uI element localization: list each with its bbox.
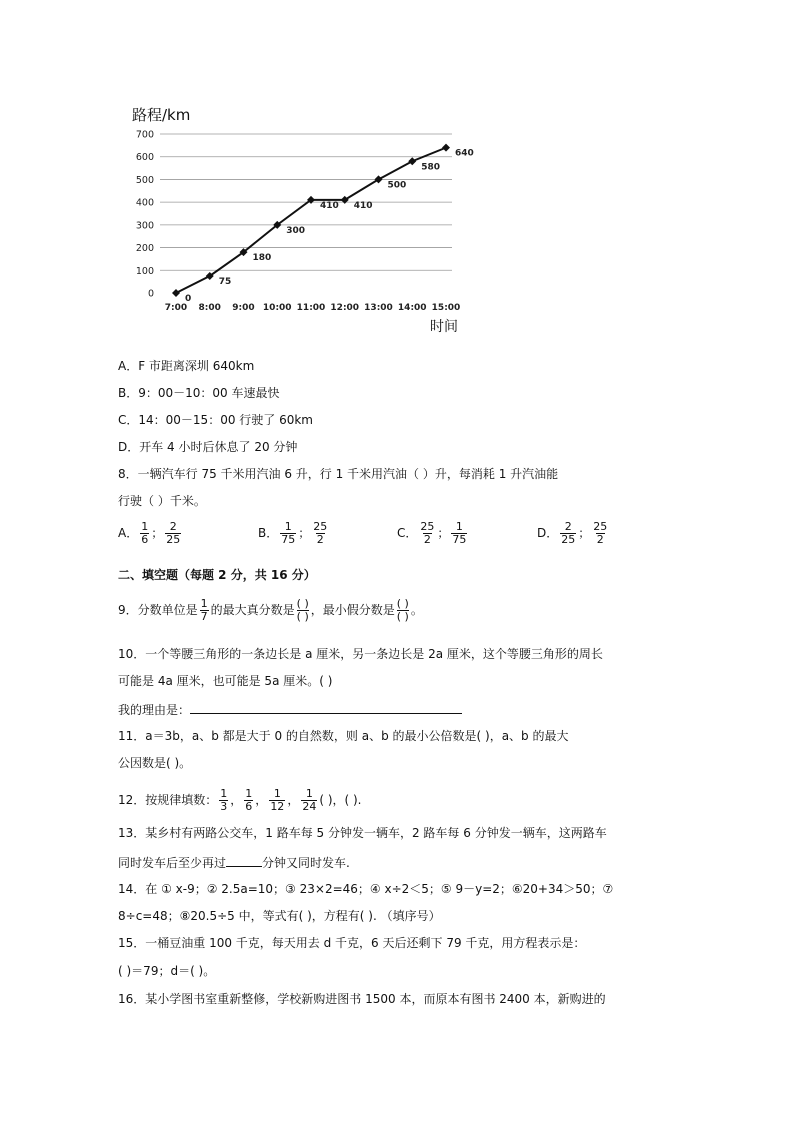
answer-blank-fraction: ( ) ( ) — [396, 597, 409, 623]
y-tick-label: 400 — [135, 197, 154, 209]
x-axis-label: 时间 — [430, 319, 458, 335]
x-tick-label: 7:00 — [164, 303, 188, 313]
fraction: $\frac{25}{2}$ — [420, 520, 435, 546]
fraction: $\frac{1}{75}$ — [281, 520, 296, 546]
q8-line2: 行驶（ ）千米。 — [118, 494, 206, 508]
q8-a-label: A． — [118, 526, 139, 540]
fraction: $\frac{2}{25}$ — [561, 520, 576, 546]
q8-option-d: D． $\frac{2}{25}$ ； $\frac{25}{2}$ — [537, 520, 608, 546]
q14-line1: 14．在 ① x-9；② 2.5a=10；③ 23×2=46；④ x÷2＜5；⑤ 9－y=2；⑥20+34＞50；⑦ — [118, 882, 614, 896]
y-tick-label: 200 — [135, 243, 154, 255]
q8-d-label: D． — [537, 526, 559, 540]
data-point-marker — [442, 144, 450, 152]
q8-b-label: B． — [258, 526, 279, 540]
y-tick-label: 700 — [135, 129, 154, 141]
q10-line3: 我的理由是： — [118, 701, 462, 717]
x-tick-label: 13:00 — [364, 303, 393, 313]
data-point-marker — [172, 289, 180, 297]
q8-option-b: B． $\frac{1}{75}$ ； $\frac{25}{2}$ — [258, 520, 328, 546]
fraction: $\frac{25}{2}$ — [593, 520, 608, 546]
y-tick-label: 0 — [147, 288, 154, 300]
y-tick-label: 100 — [135, 265, 154, 277]
fraction: $\frac{1}{3}$ — [220, 787, 228, 813]
data-label: 580 — [421, 162, 441, 173]
answer-blank-fraction: ( ) ( ) — [296, 597, 309, 623]
q11-line1: 11．a＝3b，a、b 都是大于 0 的自然数，则 a、b 的最小公倍数是( )，a、b 的最大 — [118, 729, 569, 743]
q8-line1: 8．一辆汽车行 75 千米用汽油 6 升，行 1 千米用汽油（ ）升，每消耗 1 升汽油能 — [118, 467, 559, 481]
y-axis-label: 路程/km — [132, 106, 191, 124]
fraction: $\frac{1}{6}$ — [141, 520, 149, 546]
fraction: $\frac{25}{2}$ — [313, 520, 328, 546]
q10-line1: 10．一个等腰三角形的一条边长是 a 厘米，另一条边长是 2a 厘米，这个等腰三角形的周长 — [118, 647, 603, 661]
distance-time-line-chart — [110, 98, 480, 338]
q7-option-b: B．9：00－10：00 车速最快 — [118, 386, 280, 400]
answer-blank[interactable] — [226, 854, 262, 867]
q13-line2: 同时发车后至少再过 分钟又同时发车. — [118, 856, 350, 870]
q11-line2: 公因数是( )。 — [118, 756, 192, 770]
q7-option-d: D．开车 4 小时后休息了 20 分钟 — [118, 440, 298, 454]
data-point-marker — [408, 157, 416, 165]
x-tick-label: 15:00 — [431, 303, 461, 313]
data-label: 410 — [353, 200, 373, 211]
data-label: 300 — [286, 225, 306, 236]
q10-line2: 可能是 4a 厘米，也可能是 5a 厘米。( ) — [118, 674, 333, 688]
x-tick-label: 12:00 — [330, 303, 360, 313]
q7-option-c: C．14：00－15：00 行驶了 60km — [118, 413, 313, 427]
q9: 9．分数单位是 $\frac{1}{7}$ 的最大真分数是 ( ) ( ) ，最小假分数是 ( ) ( ) 。 — [118, 597, 423, 623]
q12: 12．按规律填数： $\frac{1}{3}$ ， $\frac{1}{6}$ ， $\frac{1}{12}$ ， $\frac{1}{24}$ ( )，( ). — [118, 787, 362, 813]
x-tick-label: 14:00 — [397, 303, 427, 313]
x-tick-label: 10:00 — [262, 303, 292, 313]
data-label: 500 — [387, 180, 407, 191]
fraction: $\frac{1}{7}$ — [200, 597, 208, 623]
y-tick-label: 300 — [135, 220, 154, 232]
fraction: $\frac{1}{24}$ — [302, 787, 317, 813]
data-label: 410 — [320, 200, 339, 211]
series-line — [176, 148, 446, 293]
fraction: $\frac{1}{6}$ — [245, 787, 253, 813]
x-tick-label: 9:00 — [232, 303, 255, 313]
y-tick-label: 600 — [135, 152, 154, 164]
q8-c-label: C． — [397, 526, 418, 540]
fraction: $\frac{1}{12}$ — [270, 787, 285, 813]
fraction: $\frac{1}{75}$ — [452, 520, 467, 546]
data-label: 640 — [455, 148, 474, 159]
fraction: $\frac{2}{25}$ — [166, 520, 181, 546]
q7-option-a: A．F 市距离深圳 640km — [118, 359, 255, 373]
section-2-heading: 二、填空题（每题 2 分，共 16 分） — [118, 568, 316, 582]
y-tick-label: 500 — [135, 174, 154, 186]
q8-option-c: C． $\frac{25}{2}$ ； $\frac{1}{75}$ — [397, 520, 467, 546]
data-label: 180 — [252, 253, 272, 264]
q15-line2: ( )＝79；d＝( )。 — [118, 964, 216, 978]
q15-line1: 15．一桶豆油重 100 千克，每天用去 d 千克，6 天后还剩下 79 千克，用方程表示是： — [118, 936, 586, 950]
data-label: 0 — [185, 294, 192, 304]
data-label: 75 — [218, 276, 232, 287]
q13-line1: 13．某乡村有两路公交车，1 路车每 5 分钟发一辆车，2 路车每 6 分钟发一辆车，这两路车 — [118, 826, 607, 840]
q16-line1: 16．某小学图书室重新整修，学校新购进图书 1500 本，而原本有图书 2400 本，新购进的 — [118, 992, 606, 1006]
reason-blank[interactable] — [190, 701, 462, 714]
x-tick-label: 8:00 — [198, 303, 221, 313]
x-tick-label: 11:00 — [296, 303, 326, 313]
q8-option-a: A． $\frac{1}{6}$ ； $\frac{2}{25}$ — [118, 520, 181, 546]
q14-line2: 8÷c=48；⑧20.5÷5 中，等式有( )，方程有( ). （填序号） — [118, 909, 441, 923]
